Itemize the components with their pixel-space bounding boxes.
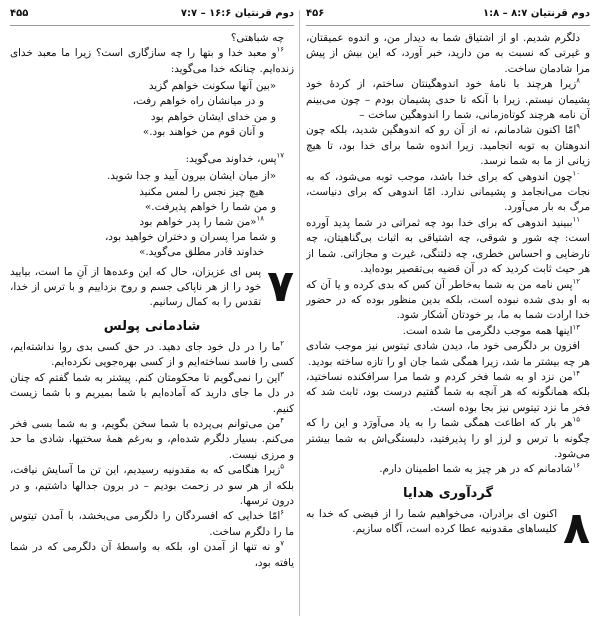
poetry-line-text: و من شما را خواهم پذیرفت.»: [145, 200, 276, 213]
verse-text: و معبد خدا و بتها را چه سازگاری است؟ زیرا ما معبد خدای زنده‌ایم. چنانکه خدا می‌گوید:: [10, 47, 294, 75]
verse-paragraph: [306, 77, 590, 123]
verse-paragraph: [306, 339, 590, 370]
poetry-line-text: و شما مرا پسران و دختران خواهید بود،: [104, 231, 276, 244]
verse-text: چه شباهتی؟: [230, 32, 284, 44]
verse-number: ۱۶: [276, 45, 284, 54]
verse-text: و نه تنها از آمدن او، بلکه به واسطهٔ آن دلگرمی که در شما یافته بود،: [10, 541, 294, 569]
verse-paragraph: [10, 152, 294, 167]
verse-number: ۶: [280, 508, 284, 517]
chapter-number: ۸: [563, 502, 590, 554]
verse-paragraph: [306, 216, 590, 278]
poetry-line-text: و آنان قوم من خواهند بود.»: [142, 125, 264, 138]
verse-text: شادمانم که در هر چیز به شما اطمینان دارم.: [379, 463, 573, 476]
verse-number: ۱۴: [572, 369, 580, 378]
verse-paragraph: [306, 278, 590, 324]
verse-number: ۱۵: [572, 415, 580, 424]
verse-number: ۱۳: [572, 323, 580, 332]
verse-number: ۴: [280, 416, 284, 425]
poetry-line: [10, 185, 276, 200]
verse-text: امّا اکنون شادمانم، نه از آن رو که اندوهگین شدید، بلکه چون اندوهتان به توبه انجامید. زیرا اندوه شما برای خدا بود، تا هیچ زیانی از ما به شما نرسد.: [306, 124, 590, 168]
poetry-line-text: «بین آنها سکونت خواهم گزید: [148, 80, 276, 93]
verse-paragraph: [10, 540, 294, 571]
verse-number: ۱۷: [276, 151, 284, 160]
verse-text: چون اندوهی که برای خدا باشد، موجب توبه می‌شود، که به نجات می‌انجامد و پشیمانی ندارد. امّا اندوهی که برای دنیاست، مرگ به بار می‌آورد.: [306, 170, 590, 214]
right-running-head: [306, 8, 590, 26]
gutter-divider: [299, 10, 300, 616]
poetry-line-text: هیچ چیز نجس را لمس مکنید: [139, 185, 264, 198]
poetry-line-text: و من خدای ایشان خواهم بود: [150, 110, 276, 123]
verse-text: افزون بر دلگرمی خود ما، دیدن شادی تیتوس نیز موجب شادی هر چه بیشتر ما شد، زیرا همگی شما جان او را تازه ساخته بودید.: [306, 340, 590, 368]
chapter-number: ۷: [267, 260, 294, 312]
verse-number: ۱۶: [572, 461, 580, 470]
poetry-line-text: «من شما را پدر خواهم بود: [139, 216, 257, 229]
verse-text: این را نمی‌گویم تا محکومتان کنم. پیشتر به شما گفتم که چنان در دل ما جای دارید که آماده‌ایم با شما بمیریم و با شما زیست کنیم.: [10, 371, 294, 415]
verse-number: ۵: [280, 462, 284, 471]
verse-paragraph: [306, 370, 590, 416]
verse-paragraph: [10, 46, 294, 77]
verse-text: هر بار که اطاعت همگی شما را به یاد می‌آورَد و این را که چگونه با ترس و لرز او را پذیرفتید، دلبستگی‌اش به شما بیشتر می‌شود.: [306, 417, 590, 460]
verse-paragraph: [306, 324, 590, 339]
poetry-line: [10, 94, 276, 109]
poetry-line-text: خداوند قادر مطلق می‌گوید.»: [139, 246, 264, 259]
right-page: [306, 8, 590, 620]
verse-text: ما را در دل خود جای دهید. در حق کسی بدی روا نداشته‌ایم، کسی را فاسد نساخته‌ایم و از کسی بهره‌جویی نکرده‌ایم.: [10, 340, 294, 369]
verse-text: امّا خدایی که افسردگان را دلگرمی می‌بخشد، با آمدن تیتوس ما را دلگرم ساخت.: [10, 510, 294, 538]
verse-text: اینها همه موجب دلگرمی ما شده است.: [402, 324, 573, 337]
verse-number: ۳: [280, 370, 284, 379]
verse-number: ۱۲: [572, 277, 580, 286]
left-page: [10, 8, 294, 620]
poetry-block: [10, 169, 276, 260]
verse-number: ۱۰: [572, 169, 580, 178]
verse-text: دلگرم شدیم. او از اشتیاق شما به دیدار من، و اندوه عمیقتان، و غیرتی که نسبت به من دارید، خبر آورد، که این بیش از پیش مرا شادمان ساخت.: [306, 32, 590, 75]
poetry-line: [10, 125, 276, 140]
verse-paragraph: [306, 123, 590, 169]
left-page-body: [10, 31, 294, 571]
verse-paragraph: [10, 509, 294, 540]
right-header-ref: دوم قرنتیان ۸:۷ – ۱:۸: [482, 8, 590, 19]
verse-text: من می‌توانم بی‌پرده با شما سخن بگویم، و به شما بسی فخر می‌کنم. بسیار دلگرم شده‌ام، و به‌رغم همهٔ سختیها، شادی ما حد و مرزی نیست.: [10, 417, 294, 461]
verse-paragraph: [306, 462, 590, 477]
verse-text: پس، خداوند می‌گوید:: [185, 153, 277, 166]
right-page-number: ۴۵۶: [306, 8, 325, 19]
verse-number: ۱۱: [572, 215, 580, 224]
poetry-line: [10, 215, 276, 230]
spacer: [10, 144, 294, 152]
verse-text: زیرا هرچند با نامهٔ خود اندوهگینتان ساختم، از کردهٔ خود پشیمان نیستم. زیرا با آنکه تا حدی پشیمان بودم – چون می‌بینم آن نامه هرچند کوتاه‌زمانی، شما را اندوهگین ساخت –: [306, 78, 590, 122]
verse-paragraph: [306, 31, 590, 77]
poetry-line: [10, 230, 276, 245]
verse-number: ۱۸: [256, 214, 264, 223]
section-heading: گردآوری هدایا: [402, 485, 494, 501]
right-page-body: [306, 31, 590, 554]
verse-paragraph: [10, 371, 294, 417]
verse-number: ۸: [576, 76, 580, 85]
verse-paragraph: [10, 463, 294, 509]
poetry-line: [10, 169, 276, 184]
verse-number: ۹: [576, 123, 580, 132]
verse-paragraph: [306, 416, 590, 462]
verse-paragraph: [306, 170, 590, 216]
verse-paragraph: [10, 417, 294, 463]
poetry-block: [10, 79, 276, 140]
chapter-text: اکنون ای برادران، می‌خواهیم شما را از فیضی که خدا به کلیساهای مقدونیه عطا کرده است، آگاه سازیم.: [306, 507, 558, 536]
left-running-head: [10, 8, 294, 26]
chapter-start: [10, 260, 294, 312]
verse-paragraph: [10, 31, 294, 46]
chapter-text: پس ای عزیزان، حال که این وعده‌ها از آنِ ما است، بیایید خود را از هر ناپاکی جسم و روح بزداییم و با ترس از خدا، تقدس را به کمال رسانیم.: [10, 265, 262, 309]
poetry-line: [10, 110, 276, 125]
poetry-line: [10, 245, 276, 260]
verse-text: ببینید اندوهی که برای خدا بود چه ثمراتی در شما پدید آورده است: چه شور و شوقی، چه اشتیاقی به اثبات بی‌گناهیتان، چه نارضایی و احساس خطری، چه دلتنگی، غیرت و مجازاتی. شما از هر حیث ثابت کردید که در آن قضیه بی‌تقصیر بوده‌اید.: [306, 216, 590, 276]
left-header-ref: دوم قرنتیان ۱۶:۶ – ۷:۷: [180, 8, 294, 19]
poetry-line-text: و در میانشان راه خواهم رفت،: [132, 95, 264, 108]
poetry-line: [10, 79, 276, 94]
verse-text: زیرا هنگامی که به مقدونیه رسیدیم، این تن ما آسایش نیافت، بلکه از هر سو در زحمت بودیم – در برون جدالها داشتیم، و در درون ترسها.: [10, 464, 294, 507]
left-page-number: ۴۵۵: [10, 8, 29, 19]
poetry-line-text: «از میان ایشان بیرون آیید و جدا شوید.: [107, 170, 276, 183]
verse-text: پس نامه من به شما به‌خاطر آن کس که بدی کرده و یا آن که به او بدی شده نبوده است، بلکه بدین منظور بوده که در حضور خدا ارادت شما به ما، بر خودتان آشکار شود.: [306, 278, 590, 322]
chapter-start: [306, 502, 590, 554]
verse-text: من نزد او به شما فخر کردم و شما مرا سرافکنده نساختید، بلکه همانگونه که هر آنچه به شما گفتیم درست بود، ثابت شد که فخر ما نزد تیتوس نیز بجا بوده است.: [306, 370, 590, 414]
verse-paragraph: [10, 340, 294, 371]
section-heading: شادمانی پولس: [103, 318, 201, 334]
poetry-line: [10, 200, 276, 215]
verse-number: ۲: [280, 339, 284, 348]
verse-number: ۷: [280, 539, 284, 548]
